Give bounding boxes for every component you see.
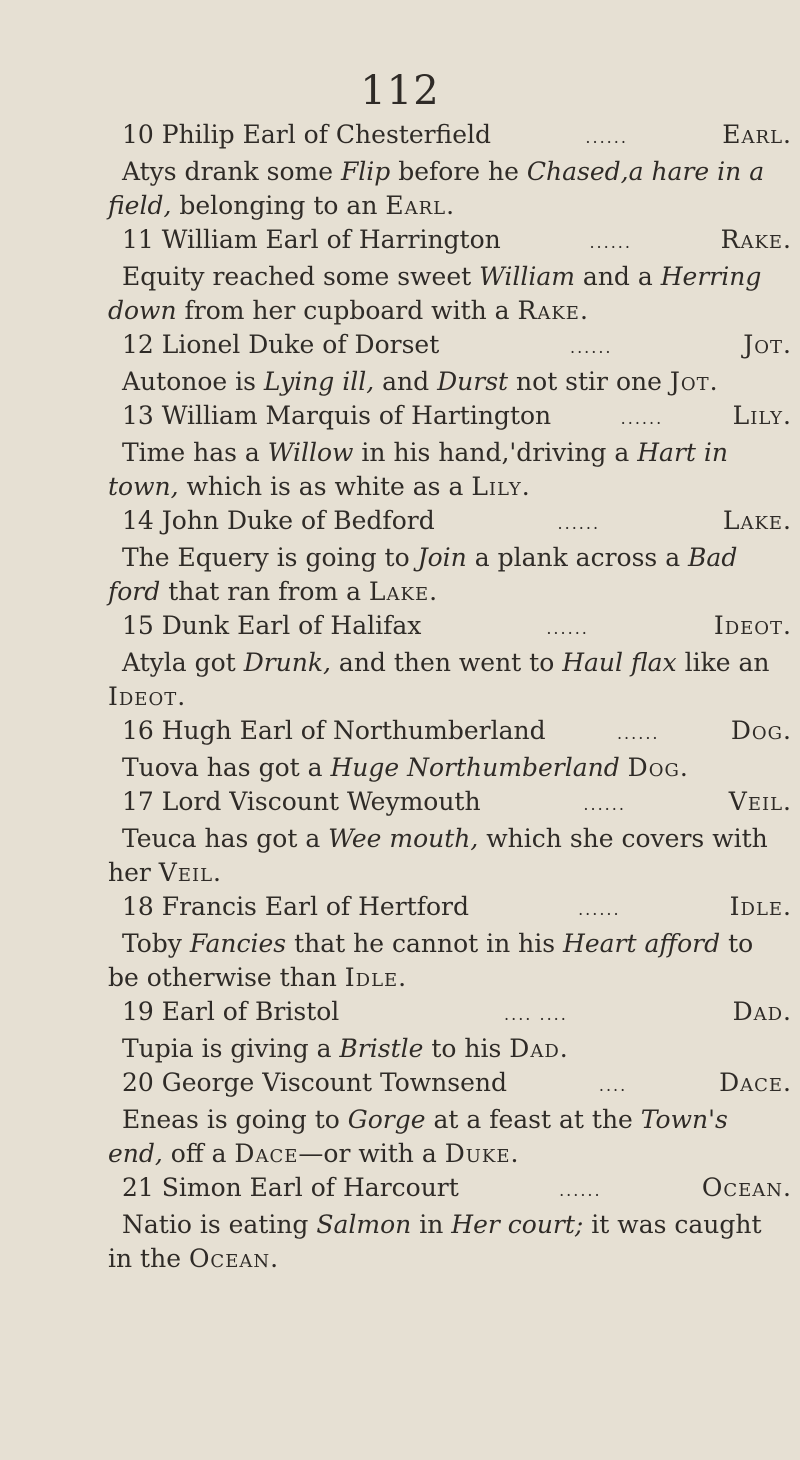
rhyme-word: Jot.	[743, 330, 792, 359]
small-caps-word: Lake.	[368, 577, 439, 606]
italic-phrase: Salmon	[316, 1210, 412, 1239]
rhyme-word: Lily.	[732, 401, 792, 430]
entry	[108, 223, 798, 328]
entry-title: 15 Dunk Earl of Halifax	[122, 611, 422, 640]
text-body	[108, 118, 798, 1276]
entry-verse: Atys drank some Flip before he Chased,a hare in a field, belonging to an Earl.	[108, 157, 765, 220]
italic-phrase: Herring down	[108, 262, 762, 325]
entry-title: 19 Earl of Bristol	[122, 997, 340, 1026]
rhyme-word: Earl.	[722, 120, 792, 149]
leader-dots: ......	[557, 514, 601, 533]
entry	[108, 1171, 798, 1276]
small-caps-word: Dace	[234, 1139, 299, 1168]
small-caps-word: Veil.	[158, 858, 223, 887]
rhyme-word: Ocean.	[701, 1173, 792, 1202]
leader-dots: ......	[620, 409, 664, 428]
leader-dots: .... ....	[504, 1005, 568, 1024]
leader-dots: ......	[570, 338, 613, 357]
leader-dots: ....	[598, 1076, 628, 1095]
entry-heading	[108, 1171, 798, 1208]
entry-verse: Tuova has got a Huge Northumberland Dog.	[122, 753, 689, 782]
italic-phrase: Haul flax	[562, 648, 677, 677]
entry-verse: Time has a Willow in his hand,'driving a Hart in town, which is as white as a Lily.	[108, 438, 728, 501]
entry	[108, 714, 798, 785]
entry-title: 18 Francis Earl of Hertford	[122, 892, 469, 921]
entry-verse: Atyla got Drunk, and then went to Haul flax like an Ideot.	[108, 648, 770, 711]
entry-heading	[108, 504, 798, 541]
leader-dots: ......	[583, 795, 626, 814]
entry-verse: Tupia is giving a Bristle to his Dad.	[122, 1034, 569, 1063]
entry-heading	[108, 995, 798, 1032]
entry	[108, 995, 798, 1066]
rhyme-word: Ideot.	[713, 611, 792, 640]
entry-verse: The Equery is going to Join a plank across a Bad ford that ran from a Lake.	[108, 543, 738, 606]
leader-dots: ......	[589, 233, 632, 252]
entry	[108, 785, 798, 890]
entry-verse: Equity reached some sweet William and a Herring down from her cupboard with a Rake.	[108, 262, 762, 325]
italic-phrase: Her court;	[451, 1210, 584, 1239]
italic-phrase: Bristle	[339, 1034, 424, 1063]
entry-heading	[108, 890, 798, 927]
entry-title: 12 Lionel Duke of Dorset	[122, 330, 440, 359]
entry-heading	[108, 118, 798, 155]
italic-phrase: Flip	[340, 157, 391, 186]
entry-verse: Teuca has got a Wee mouth, which she covers with her Veil.	[108, 824, 768, 887]
italic-phrase: Fancies	[189, 929, 287, 958]
entry-title: 13 William Marquis of Hartington	[122, 401, 552, 430]
small-caps-word: Jot.	[669, 367, 719, 396]
entry	[108, 890, 798, 995]
entry-title: 14 John Duke of Bedford	[122, 506, 435, 535]
entry-heading	[108, 1066, 798, 1103]
small-caps-word: Idle.	[344, 963, 408, 992]
rhyme-word: Rake.	[720, 225, 792, 254]
italic-phrase: Drunk,	[243, 648, 331, 677]
small-caps-word: Rake.	[517, 296, 589, 325]
italic-phrase: Hart in town,	[108, 438, 728, 501]
italic-phrase: Heart afford	[563, 929, 721, 958]
small-caps-word: Dad.	[509, 1034, 569, 1063]
italic-phrase: William	[479, 262, 575, 291]
entry-heading	[108, 399, 798, 436]
italic-phrase: Lying ill,	[263, 367, 375, 396]
page-number: 112	[360, 68, 440, 114]
entry	[108, 1066, 798, 1171]
entry	[108, 504, 798, 609]
entry-verse: Natio is eating Salmon in Her court; it was caught in the Ocean.	[108, 1210, 762, 1273]
entry-title: 20 George Viscount Townsend	[122, 1068, 507, 1097]
entry-title: 11 William Earl of Harrington	[122, 225, 501, 254]
leader-dots: ......	[578, 900, 621, 919]
entry-heading	[108, 714, 798, 751]
italic-phrase: Join	[417, 543, 467, 572]
rhyme-word: Veil.	[728, 787, 792, 816]
italic-phrase: Town's end,	[108, 1105, 728, 1168]
entry-heading	[108, 223, 798, 260]
italic-phrase: Wee mouth,	[328, 824, 479, 853]
entry	[108, 399, 798, 504]
rhyme-word: Dad.	[732, 997, 792, 1026]
small-caps-word: Ideot.	[108, 682, 187, 711]
small-caps-word: Ocean.	[188, 1244, 280, 1273]
entry-title: 10 Philip Earl of Chesterfield	[122, 120, 492, 149]
rhyme-word: Dace.	[719, 1068, 792, 1097]
entry-heading	[108, 328, 798, 365]
rhyme-word: Idle.	[729, 892, 792, 921]
entry-title: 17 Lord Viscount Weymouth	[122, 787, 481, 816]
small-caps-word: Earl.	[385, 191, 456, 220]
italic-phrase: Durst	[437, 367, 509, 396]
entry-heading	[108, 609, 798, 646]
italic-phrase: Huge Northumberland	[330, 753, 620, 782]
italic-phrase: Chased,a hare in a field,	[108, 157, 765, 220]
entry-verse: Autonoe is Lying ill, and Durst not stir one Jot.	[122, 367, 719, 396]
small-caps-word: Duke.	[444, 1139, 520, 1168]
entry-verse: Toby Fancies that he cannot in his Heart afford to be otherwise than Idle.	[108, 929, 754, 992]
entry-title: 21 Simon Earl of Harcourt	[122, 1173, 459, 1202]
entry	[108, 328, 798, 399]
leader-dots: ......	[559, 1181, 602, 1200]
leader-dots: ......	[616, 724, 660, 743]
italic-phrase: Willow	[267, 438, 354, 467]
entry	[108, 609, 798, 714]
entry-verse: Eneas is going to Gorge at a feast at the Town's end, off a Dace—or with a Duke.	[108, 1105, 728, 1168]
entry	[108, 118, 798, 223]
small-caps-word: Lily.	[471, 472, 531, 501]
italic-phrase: Gorge	[347, 1105, 426, 1134]
entry-heading	[108, 785, 798, 822]
leader-dots: ......	[546, 619, 589, 638]
italic-phrase: Bad ford	[108, 543, 738, 606]
rhyme-word: Lake.	[722, 506, 792, 535]
leader-dots: ......	[585, 128, 628, 147]
small-caps-word: Dog.	[627, 753, 689, 782]
entry-title: 16 Hugh Earl of Northumberland	[122, 716, 546, 745]
rhyme-word: Dog.	[730, 716, 792, 745]
